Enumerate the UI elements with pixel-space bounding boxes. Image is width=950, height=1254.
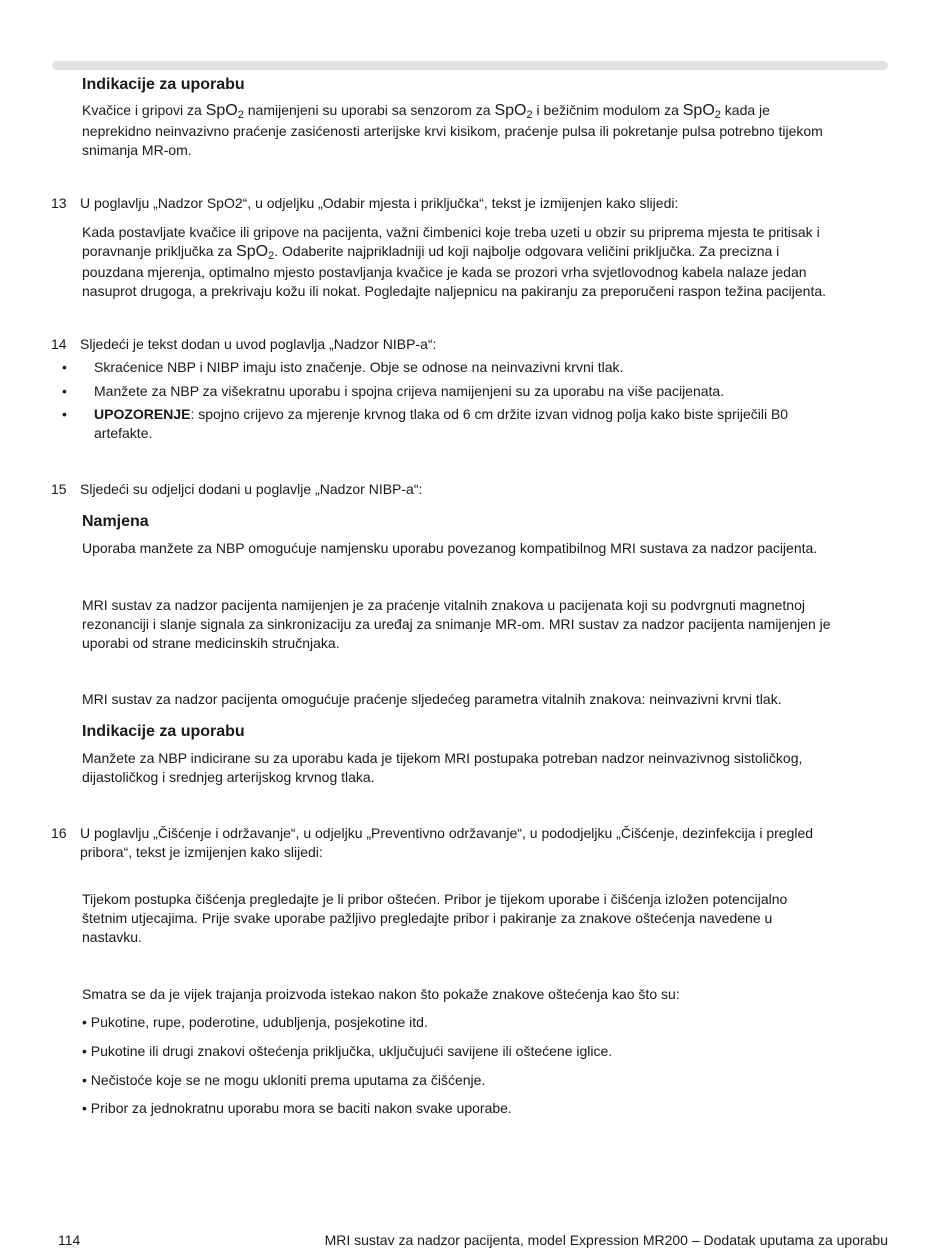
item-number: 13 xyxy=(51,195,67,211)
item-number: 15 xyxy=(51,481,67,497)
item13-paragraph xyxy=(82,223,892,301)
paragraph-line: snimanja MR-om. xyxy=(82,142,192,158)
list-item: • Pribor za jednokratnu uporabu mora se baciti nakon svake uporabe. xyxy=(82,1100,512,1116)
cleaning-paragraph: Tijekom postupka čišćenja pregledajte je li pribor oštećen. Pribor je tijekom uporabe i čišćenja izložen potencijalno štetnim utjecajima. Prije svake uporabe pažljivo pregledajte pribor i pakiranje za znakove oštećenja navedene u nastavku. xyxy=(82,891,788,945)
list-item: • Nečistoće koje se ne mogu ukloniti prema uputama za čišćenje. xyxy=(82,1072,486,1088)
lifetime-paragraph: Smatra se da je vijek trajanja proizvoda istekao nakon što pokaže znakove oštećenja kao što su: xyxy=(82,986,680,1002)
purpose-paragraph: Uporaba manžete za NBP omogućuje namjensku uporabu povezanog kompatibilnog MRI sustava za nadzor pacijenta. xyxy=(82,540,818,556)
item-text: Sljedeći je tekst dodan u uvod poglavlja „Nadzor NIBP-a“: xyxy=(80,336,437,352)
paragraph-line: pouzdana mjerenja, optimalno mjesto postavljanja kvačice je kada se prozori vrha svjetlovodnog kabela nalaze jedan xyxy=(82,264,807,280)
item-number: 16 xyxy=(51,825,67,841)
bullet: • xyxy=(62,383,67,399)
list-item: • Pukotine ili drugi znakovi oštećenja priključka, uključujući savijene ili oštećene iglice. xyxy=(82,1043,613,1059)
bullet: • xyxy=(62,359,67,375)
item-number: 14 xyxy=(51,336,67,352)
indications-paragraph-2: Manžete za NBP indicirane su za uporabu kada je tijekom MRI postupaka potreban nadzor neinvazivnog sistoličkog, dijastoličkog i srednjeg arterijskog krvnog tlaka. xyxy=(82,750,803,785)
item-text: U poglavlju „Čišćenje i održavanje“, u odjeljku „Preventivno održavanje“, u pododjeljku „Čišćenje, dezinfekcija i pregled pribora“, tekst je izmijenjen kako slijedi: xyxy=(80,825,814,860)
item-text: Sljedeći su odjeljci dodani u poglavlje „Nadzor NIBP-a“: xyxy=(80,481,423,497)
indications-paragraph xyxy=(82,101,892,160)
item-text: U poglavlju „Nadzor SpO2“, u odjeljku „Odabir mjesta i priključka“, tekst je izmijenjen kako slijedi: xyxy=(80,195,679,211)
page-number: 114 xyxy=(58,1232,81,1248)
paragraph-line: nasuprot drugoga, a prekrivaju kožu ili nokat. Pogledajte naljepnicu na pakiranju za preporučeni raspon težina pacijenta. xyxy=(82,283,827,299)
section-heading-indications: Indikacije za uporabu xyxy=(82,76,245,93)
paragraph-line: poravnanje priključka za SpO$_2$. Odaberite najprikladniji ud koji najbolje odgovara veličini priključka. Za precizna i xyxy=(82,243,780,262)
section-heading-indications-2: Indikacije za uporabu xyxy=(82,723,245,740)
bullet-text: Manžete za NBP za višekratnu uporabu i spojna crijeva namijenjeni su za uporabu na više pacijenata. xyxy=(94,383,725,399)
bullet: • xyxy=(62,406,67,422)
paragraph-line: Kada postavljate kvačice ili gripove na pacijenta, važni čimbenici koje treba uzeti u obzir su priprema mjesta te pritisak i xyxy=(82,224,820,240)
list-item: • Pukotine, rupe, poderotine, udubljenja, posjekotine itd. xyxy=(82,1014,428,1030)
paragraph-line: neprekidno neinvazivno praćenje zasićenosti arterijske krvi kisikom, praćenje pulsa ili pokretanje pulsa potrebno tijekom xyxy=(82,123,823,139)
bullet-text: Skraćenice NBP i NIBP imaju isto značenje. Obje se odnose na neinvazivni krvni tlak. xyxy=(94,359,624,375)
warning-bullet: UPOZORENJE: spojno crijevo za mjerenje krvnog tlaka od 6 cm držite izvan vidnog polja kako biste spriječili B0 artefakte. xyxy=(94,406,789,441)
footer-title: MRI sustav za nadzor pacijenta, model Expression MR200 – Dodatak uputama za uporabu xyxy=(324,1232,888,1248)
paragraph-line: Kvačice i gripovi za SpO$_2$ namijenjeni su uporabi sa senzorom za SpO$_2$ i bežičnim modulom za SpO$_2$ kada je xyxy=(82,102,770,121)
section-heading-purpose: Namjena xyxy=(82,513,149,530)
warning-label: UPOZORENJE xyxy=(94,406,191,422)
purpose-paragraph-2: MRI sustav za nadzor pacijenta namijenjen je za praćenje vitalnih znakova u pacijenata koji su podvrgnuti magnetnoj rezonanciji i slanje signala za sinkronizaciju za uređaj za snimanje MR-om. MRI sustav za nadzor pacijenta namijenjen je uporabi od strane medicinskih stručnjaka. xyxy=(82,597,831,651)
header-rule xyxy=(52,61,888,70)
purpose-paragraph-3: MRI sustav za nadzor pacijenta omogućuje praćenje sljedećeg parametra vitalnih znakova: neinvazivni krvni tlak. xyxy=(82,691,782,707)
